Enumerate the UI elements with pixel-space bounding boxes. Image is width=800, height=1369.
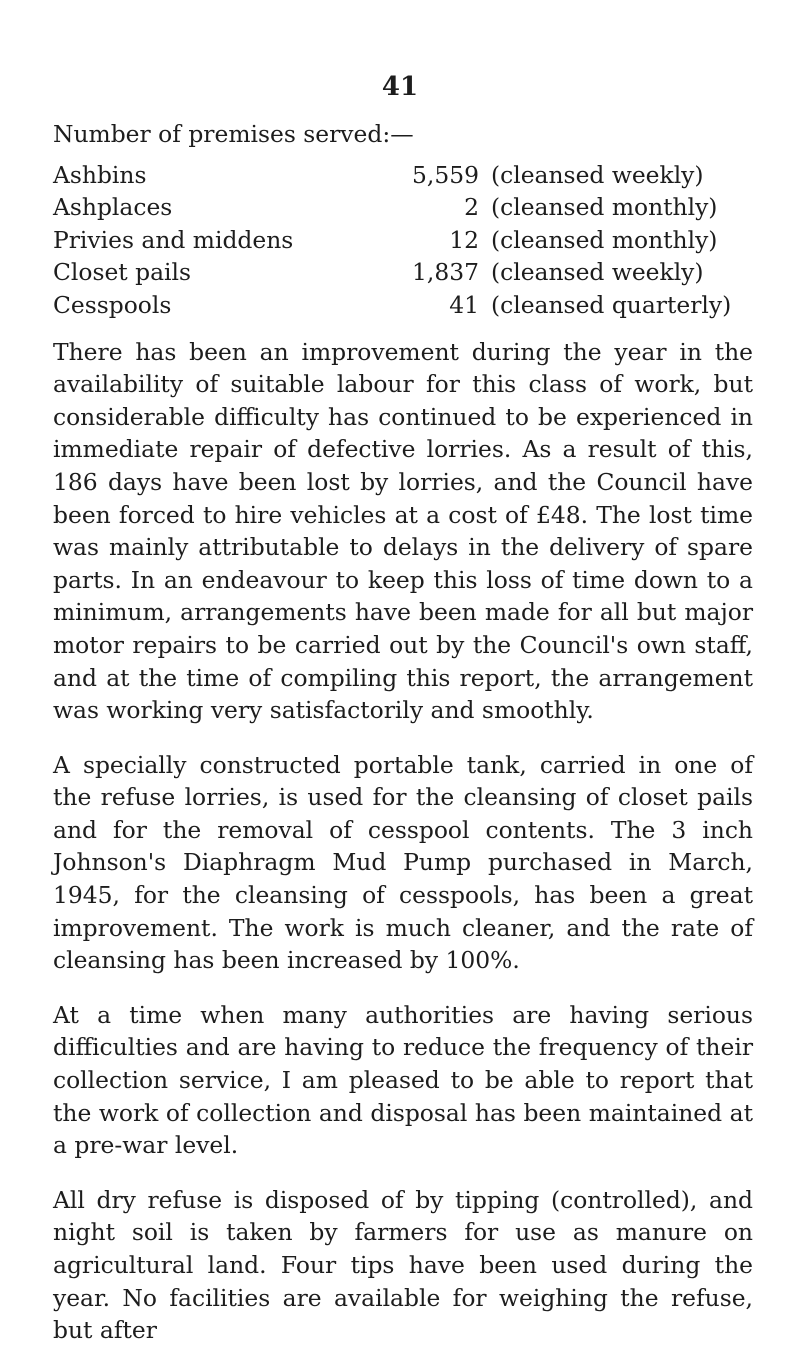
page-number: 41 xyxy=(381,72,419,102)
paragraph-refuse-disposal: All dry refuse is disposed of by tipping (controlled), and night soil is taken by farmers for use as manure on agricultural land. Four tips have been used during the year. No facilities are available for weighing the refuse, but after xyxy=(53,1185,753,1345)
page-content xyxy=(53,118,753,1369)
premises-count: 1,837 xyxy=(412,258,479,287)
premises-label: Ashplaces xyxy=(53,193,173,222)
premises-label: Privies and middens xyxy=(53,225,294,254)
premises-note: (cleansed quarterly) xyxy=(491,290,732,319)
premises-row xyxy=(53,224,731,257)
premises-label: Cesspools xyxy=(53,290,172,319)
premises-note: (cleansed weekly) xyxy=(491,160,704,189)
paragraph-lorries: There has been an improvement during the year in the availability of suitable labour for this class of work, but considerable difficulty has continued to be experienced in immediate repair of defective lorries. As a result of this, 186 days have been lost by lorries, and the Council have been forced to hire vehicles at a cost of £48. The lost time was mainly attributable to delays in the delivery of spare parts. In an endeavour to keep this loss of time down to a minimum, arrangements have been made for all but major motor repairs to be carried out by the Council's own staff, and at the time of compiling this report, the arrangement was working very satisfactorily and smoothly. xyxy=(53,337,753,725)
premises-count: 5,559 xyxy=(412,160,479,189)
premises-label: Closet pails xyxy=(53,258,192,287)
premises-table xyxy=(53,159,731,322)
premises-row xyxy=(53,256,731,289)
premises-row xyxy=(53,191,731,224)
premises-heading: Number of premises served:— xyxy=(53,120,414,148)
premises-note: (cleansed weekly) xyxy=(491,258,704,287)
premises-count: 41 xyxy=(449,290,479,319)
premises-count: 2 xyxy=(464,193,479,222)
paragraph-collection-service: At a time when many authorities are having serious difficulties and are having to reduce the frequency of their collection service, I am pleased to be able to report that the work of collection and disposal has been maintained at a pre-war level. xyxy=(53,1000,753,1160)
premises-note: (cleansed monthly) xyxy=(491,193,718,222)
premises-label: Ashbins xyxy=(53,160,147,189)
premises-count: 12 xyxy=(449,225,479,254)
premises-note: (cleansed monthly) xyxy=(491,225,718,254)
premises-row xyxy=(53,289,731,322)
paragraph-portable-tank: A specially constructed portable tank, carried in one of the refuse lorries, is used for the cleansing of closet pails and for the removal of cesspool contents. The 3 inch Johnson's Diaphragm Mud Pump purchased in March, 1945, for the cleansing of cesspools, has been a great improvement. The work is much cleaner, and the rate of cleansing has been increased by 100%. xyxy=(53,750,753,975)
premises-row xyxy=(53,159,731,192)
